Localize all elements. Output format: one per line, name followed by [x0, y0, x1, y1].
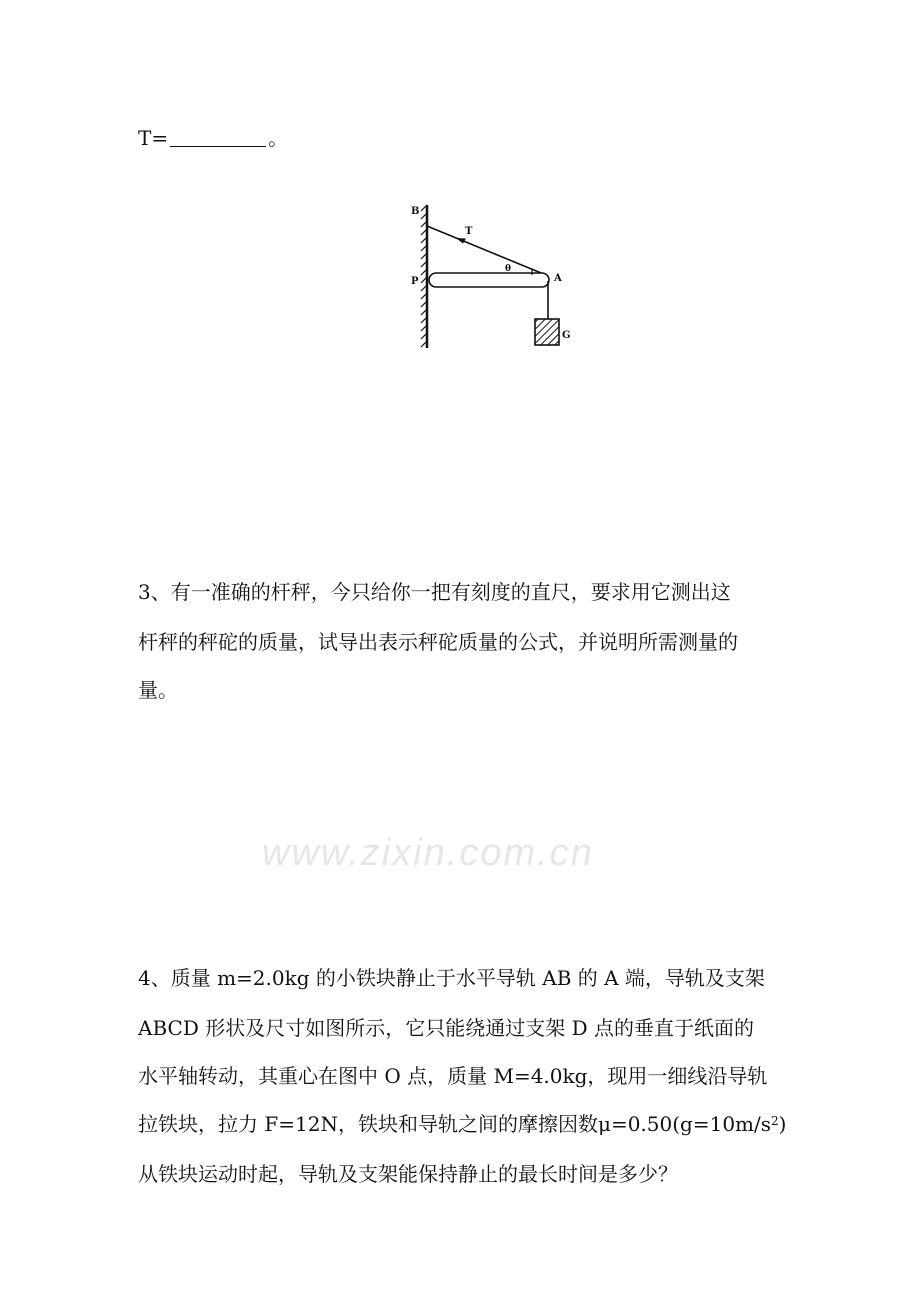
answer-prefix: T=	[138, 126, 169, 150]
label-a: A	[554, 273, 562, 284]
q3-line-3: 量。	[138, 678, 178, 702]
weight-block	[535, 319, 559, 345]
watermark: www.zixin.com.cn	[262, 832, 594, 874]
q4-line-1: 4、质量 m=2.0kg 的小铁块静止于水平导轨 AB 的 A 端，导轨及支架	[138, 966, 765, 990]
q4-line-3: 水平轴转动，其重心在图中 O 点，质量 M=4.0kg，现用一细线沿导轨	[138, 1064, 768, 1088]
q3-line-2: 杆秤的秤砣的质量，试导出表示秤砣质量的公式，并说明所需测量的	[138, 630, 738, 654]
label-g: G	[562, 330, 571, 341]
label-p: P	[411, 276, 419, 287]
q4-line-2: ABCD 形状及尺寸如图所示，它只能绕通过支架 D 点的垂直于纸面的	[138, 1016, 754, 1040]
q3-line-1: 3、有一准确的杆秤，今只给你一把有刻度的直尺，要求用它测出这	[138, 580, 731, 604]
answer-line	[138, 128, 288, 148]
q4-line-5: 从铁块运动时起，导轨及支架能保持静止的最长时间是多少？	[138, 1162, 678, 1186]
answer-suffix: 。	[268, 126, 289, 150]
q4-line-4-main: 拉铁块，拉力 F=12N，铁块和导轨之间的摩擦因数μ=0.50(g=10m/s	[138, 1112, 772, 1136]
q4-line-4-end: )	[778, 1112, 787, 1136]
rope-ba	[427, 226, 546, 275]
label-theta: θ	[505, 264, 512, 274]
q4-line-4	[138, 1114, 786, 1134]
rod	[429, 273, 549, 287]
label-b: B	[411, 206, 420, 217]
angle-arc	[532, 269, 533, 276]
tension-arrow	[456, 238, 466, 244]
answer-blank[interactable]	[170, 130, 266, 147]
lever-diagram	[400, 195, 590, 355]
q4-line-4-sup: 2	[771, 1114, 779, 1128]
label-t: T	[465, 226, 473, 237]
